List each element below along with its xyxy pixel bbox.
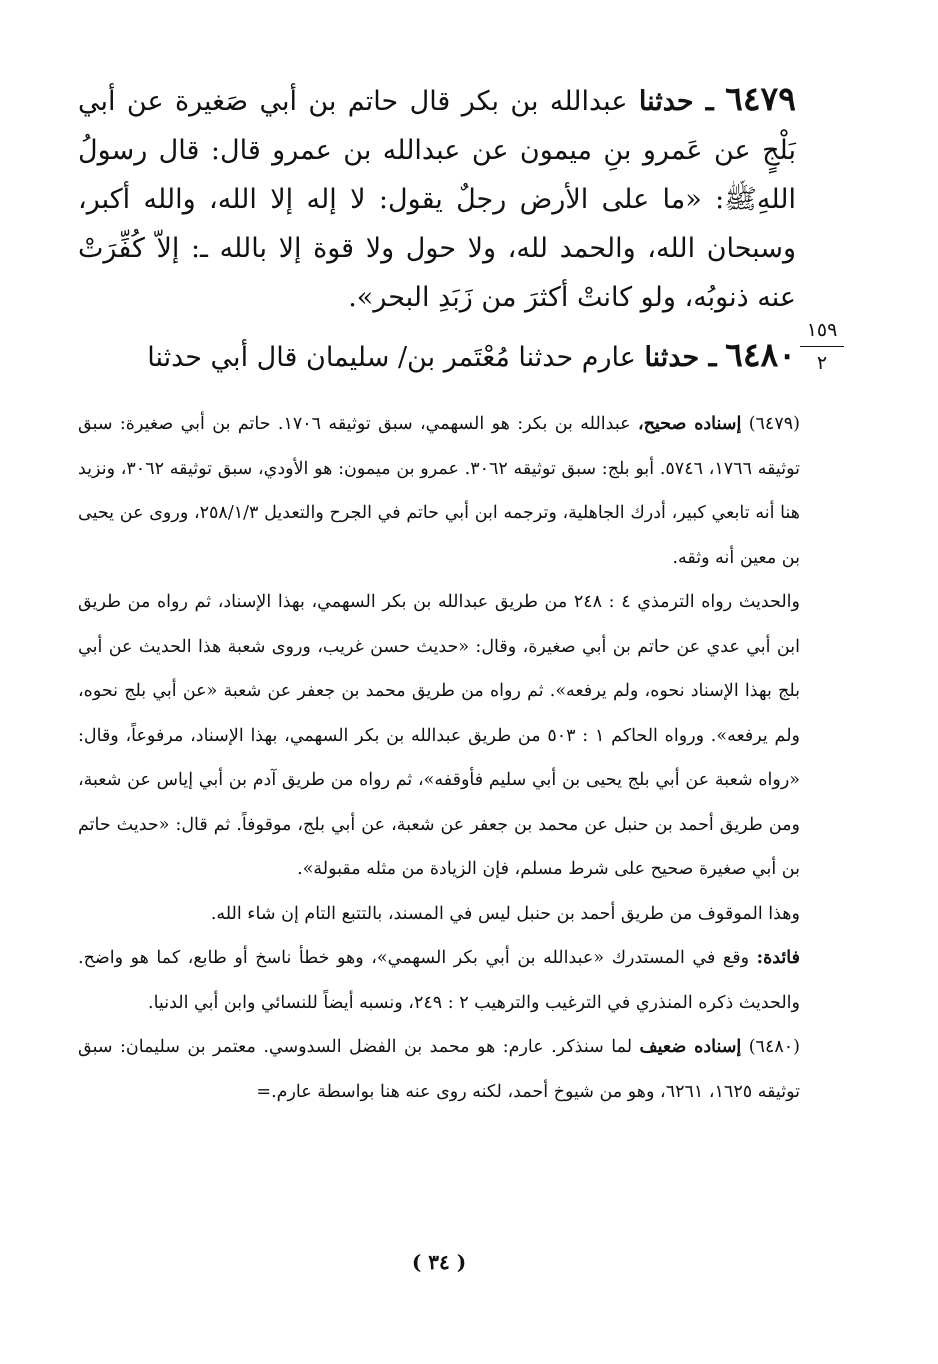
benefit-label: فائدة:	[756, 948, 800, 968]
note-verdict: إسناده صحيح،	[637, 414, 742, 434]
note-verdict: إسناده ضعيف	[639, 1037, 742, 1057]
hadith-number: ٦٤٨٠	[725, 335, 796, 374]
note-6480	[78, 1025, 800, 1114]
hadith-number: ٦٤٧٩	[725, 79, 796, 118]
margin-reference-page: ٢	[816, 352, 828, 374]
hadith-text: عارم حدثنا مُعْتَمر بن/ سليمان قال أبي حدثنا	[147, 342, 636, 373]
note-6479	[78, 402, 800, 580]
hadith-text: عبدالله بن بكر قال حاتم بن أبي صَغيرة عن أبي بَلْجٍ عن عَمرو بنِ ميمون عن عبدالله بن عمرو قال: قال رسولُ اللهِﷺ: «ما على الأرض رجلٌ يقول: لا إله إلا الله، والله أكبر، وسبحان الله، والحمد لله، ولا حول ولا قوة إلا بالله ـ: إلاّ كُفِّرَتْ عنه ذنوبُه، ولو كانتْ أكثرَ من زَبَدِ البحر».	[78, 86, 796, 313]
hadith-lead: ـ حدثنا	[644, 342, 717, 373]
margin-reference-rule	[800, 346, 844, 347]
note-6479-benefit	[78, 936, 800, 1025]
hadith-lead: ـ حدثنا	[638, 86, 714, 117]
note-ref: (٦٤٨٠)	[748, 1037, 800, 1057]
page-number: ( ٣٤ )	[411, 1250, 467, 1274]
note-6479-takhrij: والحديث رواه الترمذي ٤ : ٢٤٨ من طريق عبدالله بن بكر السهمي، بهذا الإسناد، ثم رواه من طريق ابن أبي عدي عن حاتم بن أبي صغيرة، وقال: «حديث حسن غريب، وروى شعبة هذا الحديث عن أبي بلج بهذا الإسناد نحوه، ولم يرفعه». ثم رواه من طريق محمد بن جعفر عن شعبة «عن أبي بلج نحوه، ولم يرفعه». ورواه الحاكم ١ : ٥٠٣ من طريق عبدالله بن بكر السهمي، بهذا الإسناد، مرفوعاً، وقال: «رواه شعبة عن أبي بلج يحيى بن أبي سليم فأوقفه»، ثم رواه من طريق آدم بن أبي إياس عن شعبة، ومن طريق أحمد بن حنبل عن محمد بن جعفر عن شعبة، عن أبي بلج، موقوفاً. ثم قال: «حديث حاتم بن أبي صغيرة صحيح على شرط مسلم، فإن الزيادة من مثله مقبولة».	[78, 592, 800, 879]
benefit-body: وقع في المستدرك «عبدالله بن أبي بكر السهمي»، وهو خطأ ناسخ أو طابع، كما هو واضح. والحديث ذكره المنذري في الترغيب والترهيب ٢ : ٢٤٩، ونسبه أيضاً للنسائي وابن أبي الدنيا.	[78, 948, 800, 1013]
hadith-6479	[78, 74, 796, 322]
note-ref: (٦٤٧٩)	[748, 414, 800, 434]
margin-reference-volume: ١٥٩	[806, 319, 838, 341]
hadith-6480	[78, 330, 796, 382]
main-text	[78, 74, 796, 322]
note-body: لما سنذكر. عارم: هو محمد بن الفضل السدوسي. معتمر بن سليمان: سبق توثيقه ١٦٢٥، ٦٢٦١، وهو من شيوخ أحمد، لكنه روى عنه هنا بواسطة عارم.=	[78, 1037, 800, 1102]
note-6479-remark: وهذا الموقوف من طريق أحمد بن حنبل ليس في المسند، بالتتبع التام إن شاء الله.	[210, 903, 800, 924]
footnotes	[78, 402, 800, 1114]
note-body: عبدالله بن بكر: هو السهمي، سبق توثيقه ١٧٠٦. حاتم بن أبي صغيرة: سبق توثيقه ١٧٦٦، ٥٧٤٦. أبو بلج: سبق توثيقه ٣٠٦٢. عمرو بن ميمون: هو الأودي، سبق توثيقه ٣٠٦٢، ونزيد هنا أنه تابعي كبير، أدرك الجاهلية، وترجمه ابن أبي حاتم في الجرح والتعديل ٢٥٨/١/٣، وروى عن يحيى بن معين أنه وثقه.	[78, 414, 800, 568]
margin-reference	[800, 318, 844, 375]
